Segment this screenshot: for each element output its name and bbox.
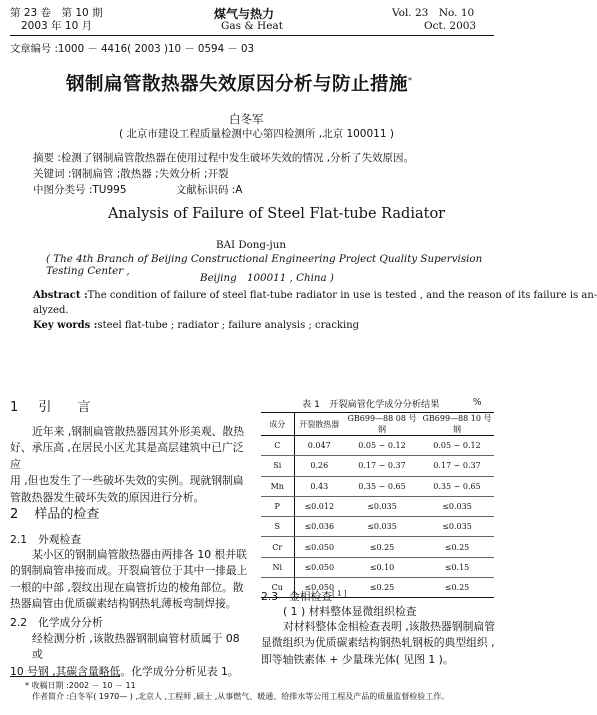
table-1 [261, 412, 494, 598]
table-cell: 0.43 [294, 476, 344, 496]
table-cell: ≤0.25 [444, 583, 470, 593]
abstract-cn-text: 摘要 :检测了钢制扁管散热器在使用过程中发生破坏失效的情况 ,分析了失效原因。 [33, 152, 415, 164]
para-line: 即等轴铁素体 + 少量珠光体( 见图 1 )。 [261, 652, 454, 666]
table-cell: ≤0.25 [369, 583, 395, 593]
para-line: 用 ,但也发生了一些破坏失效的实例。现就钢制扁 [10, 474, 244, 488]
composition-table [261, 412, 494, 598]
header-journal-name-en: Gas & Heat [221, 20, 283, 32]
table-cell: ≤0.012 [294, 496, 344, 516]
table-cell: 0.35 ~ 0.65 [420, 476, 494, 496]
title-footnote-mark: * [408, 75, 413, 85]
para-line: 经检测分析 ,该散热器钢制扁管材质属于 08 或 [32, 632, 240, 662]
header-rule [10, 35, 494, 36]
table-header-cell: 成分 [261, 413, 294, 436]
table-cell: 0.26 [294, 456, 344, 476]
table-cell: ≤0.036 [294, 517, 344, 537]
table-row [261, 476, 494, 496]
keywords-en-text: steel flat-tube ; radiator ; failure analysis ; cracking [97, 320, 360, 332]
table-cell: ≤0.15 [420, 557, 494, 577]
para-line: 对材料整体金相检查表明 ,该散热器钢制扁管 [283, 620, 496, 633]
table-header-cell: GB699—88 08 号钢 [344, 413, 420, 436]
para-line: 10 号钢 ,其碳含量略低。化学成分分析见表 1。 [10, 664, 239, 678]
table-cell: ≤0.035 [344, 496, 420, 516]
para-line: 显微组织为优质碳素结构钢热轧钢板的典型组织 , [261, 636, 495, 650]
para-line: 的钢制扁管串接而成。开裂扁管位于其中一排最上 [10, 564, 248, 578]
table-cell: ≤0.050 [294, 537, 344, 557]
table-cell: Mn [261, 476, 294, 496]
table-header-cell: GB699—88 10 号钢 [420, 413, 494, 436]
header-journal-name-cn: 煤气与热力 [214, 7, 275, 21]
table-cell: ≤0.050 [304, 583, 335, 593]
affiliation-en-line-2: Beijing 100011 , China ) [200, 272, 334, 284]
table-cell: C [261, 436, 294, 456]
header-volume-cn: 第 23 卷 第 10 期 [10, 7, 103, 19]
table-cell: S [261, 517, 294, 537]
table-cell: ≤0.25 [344, 537, 420, 557]
table-cell: Cr [261, 537, 294, 557]
title-cn-text: 钢制扁管散热器失效原因分析与防止措施 [66, 74, 409, 95]
footnote-author-bio: 作者简介 :白冬军( 1970— ) ,北京人 ,工程师 ,硕士 ,从事燃气、暖通、给排水等公用工程及产品的质量监督检验工作。 [32, 692, 450, 701]
keywords-en-label: Key words : [33, 320, 98, 332]
section-2-heading [10, 503, 99, 522]
section-1-title: 引 言 [38, 400, 91, 415]
section-2-3-heading [261, 589, 347, 604]
table-cell: ≤0.10 [344, 557, 420, 577]
table-header-cell: 开裂散热器 [294, 413, 344, 436]
section-2-3-title: 2.3 金相检查 [261, 590, 333, 603]
affiliation-cn: ( 北京市建设工程质量检测中心第四检测所 ,北京 100011 ) [119, 128, 394, 140]
table-cell: 0.17 ~ 0.37 [420, 456, 494, 476]
para-line: 一根的中部 ,裂纹出现在扁管折边的棱角部位。散 [10, 580, 244, 594]
table-cell: 0.047 [294, 436, 344, 456]
table-cell: Ni [261, 557, 294, 577]
table-row [261, 557, 494, 577]
table-1-caption: 表 1 开裂扁管化学成分分析结果 [302, 399, 440, 410]
table-header-row [261, 413, 494, 436]
keywords-en-line [33, 318, 477, 333]
abstract-en-text-1: The condition of failure of steel flat-tube radiator in use is tested , and the reason of its failure is an- [87, 290, 597, 301]
table-cell: 0.17 ~ 0.37 [344, 456, 420, 476]
para-line: 好、承压高 ,在居民小区尤其是高层建筑中已广泛应 [10, 441, 244, 471]
header-date-cn: 2003 年 10 月 [21, 20, 93, 32]
table-cell: ≤0.25 [420, 537, 494, 557]
table-cell: ≤0.050 [294, 557, 344, 577]
author-en: BAI Dong-jun [216, 239, 286, 251]
table-cell: P [261, 496, 294, 516]
article-number: 文章编号 :1000 － 4416( 2003 )10 － 0594 － 03 [10, 43, 255, 55]
table-cell: ≤0.035 [420, 517, 494, 537]
section-2-title: 样品的检查 [34, 507, 100, 522]
title-cn [66, 70, 413, 96]
table-cell: 0.05 ~ 0.12 [344, 436, 420, 456]
section-1-body [10, 424, 248, 506]
section-2-1-body [10, 547, 248, 613]
section-2-number: 2 [10, 507, 19, 522]
classification-line [33, 182, 473, 198]
header-volume-en: Vol. 23 No. 10 [392, 7, 475, 19]
reference-marker: [ 1 ] [332, 589, 347, 598]
affiliation-en-line-1: ( The 4th Branch of Beijing Constructional Engineering Project Quality Supervision Testing Center , [46, 253, 483, 277]
header-date-en: Oct. 2003 [424, 20, 477, 32]
para-line: 热器扁管由优质碳素结构钢热轧薄板弯制焊接。 [10, 597, 237, 611]
footnote-received: * 收稿日期 :2002 － 10 － 11 [25, 681, 136, 690]
keywords-cn: 关键词 :钢制扁管 ;散热器 ;失效分析 ;开裂 [33, 168, 229, 180]
abstract-en-line-1 [33, 288, 597, 303]
title-en: Analysis of Failure of Steel Flat-tube Radiator [108, 206, 446, 222]
table-cell: Cu [261, 578, 294, 598]
table-row [261, 537, 494, 557]
author-cn: 白冬军 [229, 112, 264, 126]
classification-number: 中图分类号 :TU995 [33, 184, 127, 196]
section-2-2-body [10, 631, 248, 680]
table-cell: ≤0.035 [344, 517, 420, 537]
section-2-3-1-heading: ( 1 ) 材料整体显微组织检查 [283, 605, 417, 618]
footnote-rule [10, 676, 120, 677]
table-row [261, 456, 494, 476]
table-row [261, 496, 494, 516]
para-line: 近年来 ,钢制扁管散热器因其外形美观、散热 [32, 425, 245, 438]
table-row [261, 436, 494, 456]
document-code: 文献标识码 :A [175, 184, 243, 196]
table-row [261, 517, 494, 537]
table-1-unit: % [473, 398, 482, 408]
table-cell: ≤0.035 [420, 496, 494, 516]
para-line: 某小区的钢制扁管散热器由两排各 10 根并联 [32, 548, 247, 561]
abstract-en-label: Abstract : [33, 290, 88, 301]
section-2-3-1-body [261, 619, 497, 668]
table-cell: Si [261, 456, 294, 476]
para-line: 管散热器发生破坏失效的原因进行分析。 [10, 490, 205, 504]
table-cell: 0.35 ~ 0.65 [344, 476, 420, 496]
abstract-en-text-2: alyzed. [33, 305, 69, 317]
abstract-cn [33, 150, 473, 198]
section-1-number: 1 [10, 400, 19, 415]
section-1-heading [10, 396, 90, 415]
section-2-2-heading: 2.2 化学成分分析 [10, 616, 103, 629]
abstract-en [33, 288, 597, 334]
section-2-1-heading: 2.1 外观检查 [10, 533, 82, 546]
table-cell: 0.05 ~ 0.12 [420, 436, 494, 456]
